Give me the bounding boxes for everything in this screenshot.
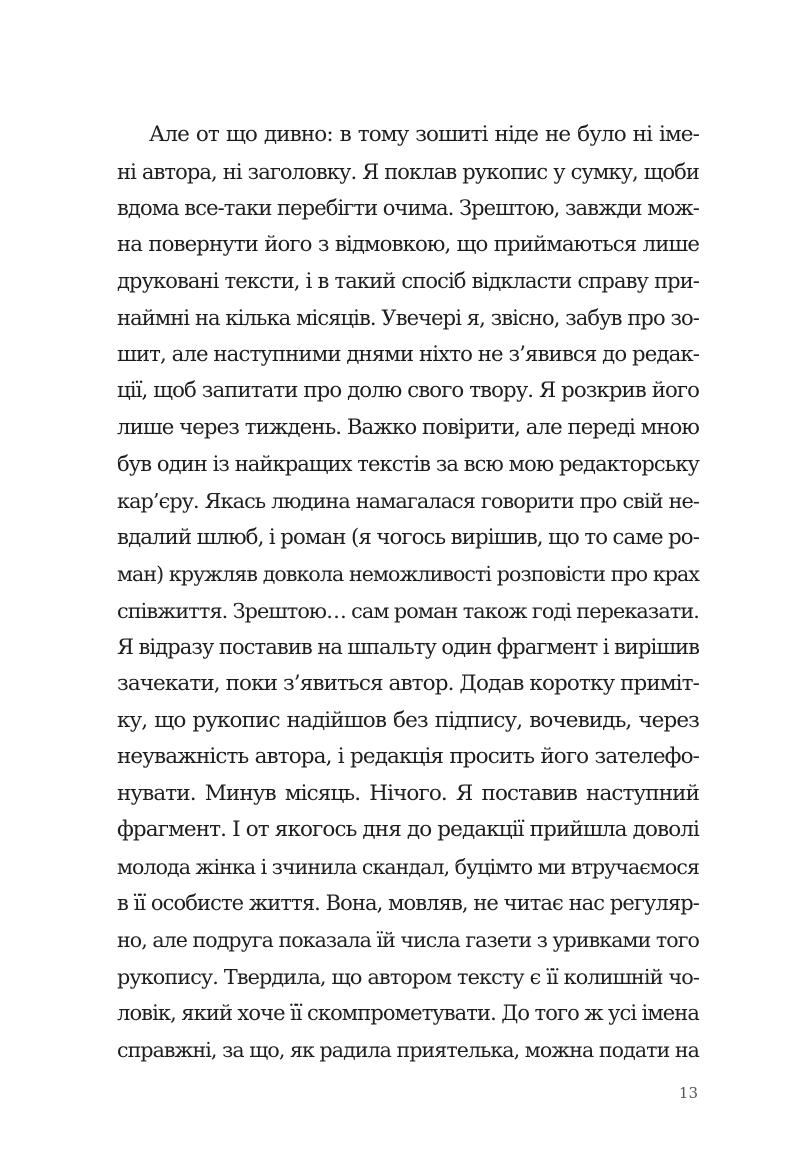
body-text [117, 117, 699, 1068]
text-line: був один із найкращих текстів за всю мою редакторську [117, 452, 699, 477]
text-line: друковані тексти, і в такий спосіб відкласти справу при- [117, 269, 699, 294]
text-line: лише через тиждень. Важко повірити, але переді мною [117, 414, 699, 440]
text-line: ку, що рукопис надійшов без підпису, вочевидь, через [117, 707, 699, 733]
text-line: співжиття. Зрештою… сам роман також годі переказати. [117, 598, 699, 623]
text-line: шит, але наступними днями ніхто не з’явився до редак- [117, 341, 699, 367]
page-number: 13 [678, 1084, 698, 1102]
text-line: ман) кружляв довкола неможливості розповісти про крах [117, 562, 699, 587]
text-line: вдома все-таки перебігти очима. Зрештою, завжди мож- [117, 196, 699, 221]
text-line: рукопису. Твердила, що автором тексту є її колишній чо- [117, 964, 699, 989]
text-line: на повернути його з відмовкою, що приймаються лише [117, 231, 699, 257]
text-line: ні автора, ні заголовку. Я поклав рукопис у сумку, щоби [117, 159, 699, 184]
text-line: ловік, який хоче її скомпрометувати. До того ж усі імена [117, 1001, 699, 1026]
text-line: в її особисте життя. Вона, мовляв, не читає нас регуляр- [117, 891, 699, 916]
text-line: неуважність автора, і редакція просить його зателефо- [117, 744, 699, 770]
text-line: Я відразу поставив на шпальту один фрагмент і вирішив [117, 635, 699, 660]
text-line: кар’єру. Якась людина намагалася говорити про свій не- [117, 488, 699, 513]
text-line: молода жінка і зчинила скандал, буцімто ми втручаємося [117, 854, 699, 879]
text-line: нувати. Минув місяць. Нічого. Я поставив наступний [117, 780, 699, 806]
text-line: наймні на кілька місяців. Увечері я, звісно, забув про зо- [117, 305, 699, 330]
text-line: фрагмент. І от якогось дня до редакції прийшла доволі [117, 817, 699, 843]
text-line: но, але подруга показала їй числа газети з уривками того [117, 928, 699, 953]
text-line: справжні, за що, як радила приятелька, можна подати на [117, 1037, 699, 1062]
text-line: ції, щоб запитати про долю свого твору. Я розкрив його [117, 378, 699, 404]
text-line: Але от що дивно: в тому зошиті ніде не було ні іме- [149, 122, 699, 147]
text-line: вдалий шлюб, і роман (я чогось вирішив, що то саме ро- [117, 524, 699, 550]
text-line: зачекати, поки з’явиться автор. Додав коротку приміт- [117, 670, 699, 696]
